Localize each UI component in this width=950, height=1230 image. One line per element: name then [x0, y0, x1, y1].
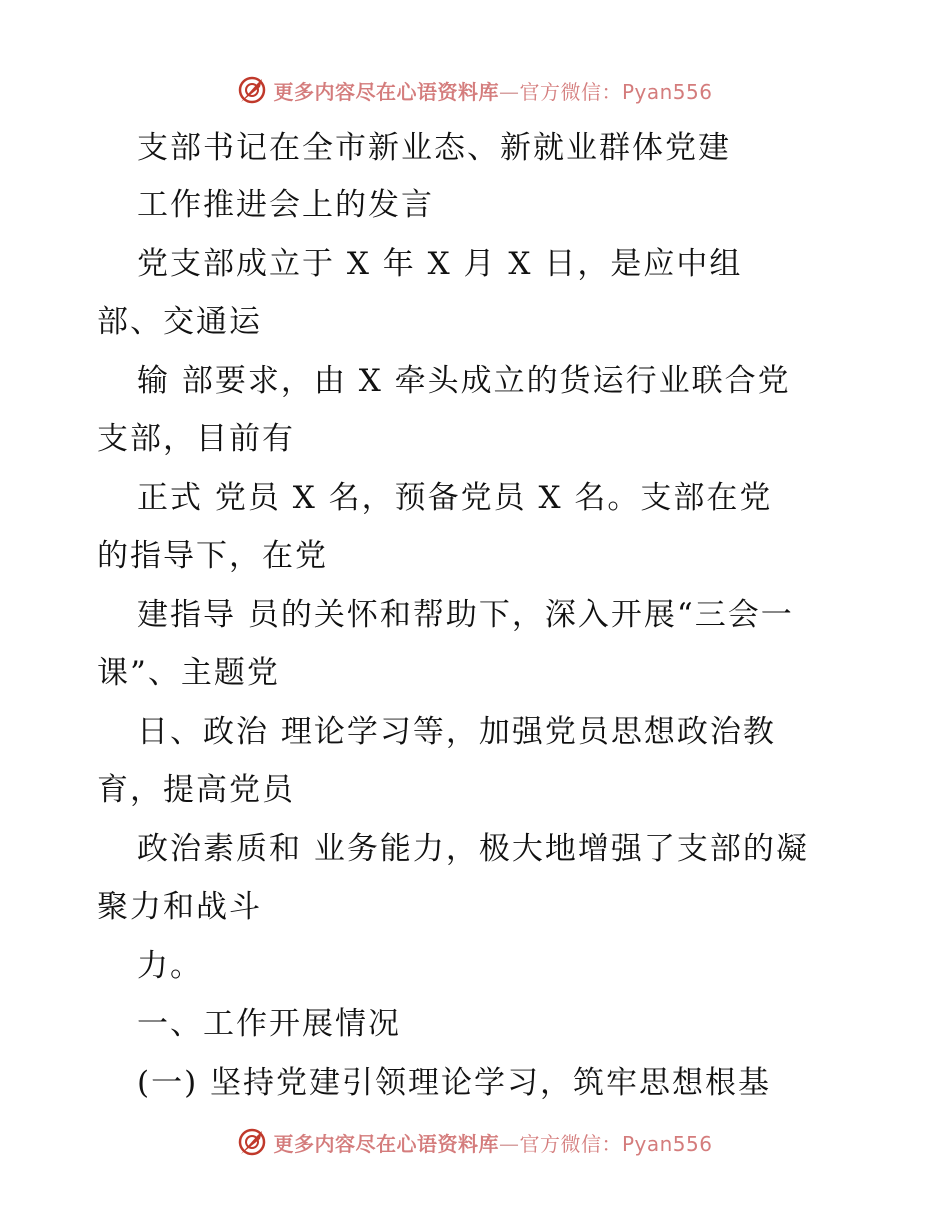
paragraph-line: 的指导下，在党: [97, 538, 328, 574]
paragraph-line: 党支部成立于 X 年 X 月 X 日，是应中组: [137, 246, 743, 282]
paragraph-line: 育，提高党员: [97, 772, 295, 808]
footer-watermark: [0, 1122, 950, 1162]
watermark-separator: —: [498, 79, 520, 104]
watermark-text: [273, 1128, 712, 1157]
paragraph-line: 聚力和战斗: [97, 889, 262, 925]
watermark-text: [273, 76, 712, 105]
paragraph-line: 支部，目前有: [97, 421, 295, 457]
paragraph-line: 正式 党员 X 名，预备党员 X 名。支部在党: [137, 480, 773, 516]
watermark-contact: 官方微信：Pyan556: [519, 1131, 713, 1156]
paragraph-line: 输 部要求，由 X 牵头成立的货运行业联合党: [137, 363, 791, 399]
paragraph-line: 日、政治 理论学习等，加强党员思想政治教: [137, 714, 776, 750]
paragraph-line: 课”、主题党: [97, 655, 280, 691]
paragraph-line: 政治素质和 业务能力，极大地增强了支部的凝: [137, 831, 809, 867]
watermark-brand: 更多内容尽在心语资料库: [273, 1131, 499, 1156]
section-heading: 一、工作开展情况: [137, 1006, 401, 1042]
quill-logo-icon: [237, 75, 267, 105]
doc-title-line-1: 支部书记在全市新业态、新就业群体党建: [137, 130, 731, 166]
subsection-heading: (一) 坚持党建引领理论学习，筑牢思想根基: [137, 1065, 772, 1101]
watermark-brand: 更多内容尽在心语资料库: [273, 79, 499, 104]
paragraph-line: 部、交通运: [97, 304, 262, 340]
watermark-separator: —: [498, 1131, 520, 1156]
quill-logo-icon: [237, 1127, 267, 1157]
doc-title-line-2: 工作推进会上的发言: [137, 187, 434, 223]
header-watermark: [0, 70, 950, 110]
paragraph-line: 力。: [137, 948, 203, 984]
watermark-contact: 官方微信：Pyan556: [519, 79, 713, 104]
paragraph-line: 建指导 员的关怀和帮助下，深入开展“三会一: [137, 597, 794, 633]
